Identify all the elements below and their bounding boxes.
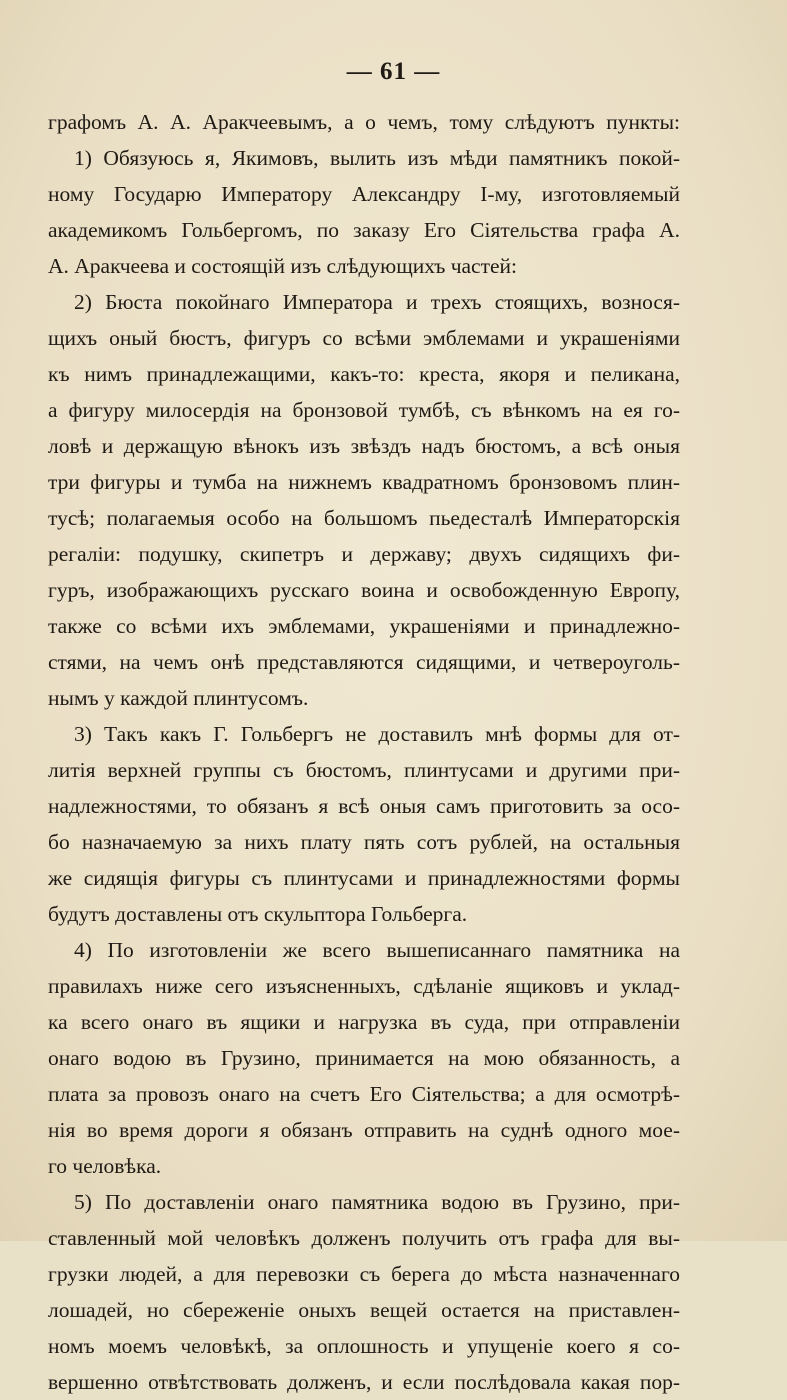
body-text — [48, 104, 680, 1400]
text-line: тусѣ; полагаемыя особо на большомъ пьедесталѣ Императорскія — [48, 506, 680, 530]
text-line: лошадей, но сбереженіе оныхъ вещей остается на приставлен- — [48, 1298, 680, 1322]
text-line: регаліи: подушку, скипетръ и державу; двухъ сидящихъ фи- — [48, 542, 680, 566]
text-line: правилахъ ниже сего изъясненныхъ, сдѣланіе ящиковъ и уклад- — [48, 974, 680, 998]
page-number: — 61 — — [346, 58, 441, 85]
text-line: 5) По доставленіи онаго памятника водою въ Грузино, при- — [74, 1190, 680, 1214]
text-line: графомъ А. А. Аракчеевымъ, а о чемъ, тому слѣдуютъ пункты: — [48, 110, 680, 134]
text-line: ка всего онаго въ ящики и нагрузка въ суда, при отправленіи — [48, 1010, 680, 1034]
text-line: 1) Обязуюсь я, Якимовъ, вылить изъ мѣди памятникъ покой- — [74, 146, 680, 170]
text-line: къ нимъ принадлежащими, какъ-то: креста, якоря и пеликана, — [48, 362, 680, 386]
text-line: номъ моемъ человѣкѣ, за оплошность и упущеніе коего я со- — [48, 1334, 680, 1358]
text-line: 2) Бюста покойнаго Императора и трехъ стоящихъ, вознося- — [74, 290, 680, 314]
text-line: 3) Такъ какъ Г. Гольбергъ не доставилъ мнѣ формы для от- — [74, 722, 680, 746]
text-line: нія во время дороги я обязанъ отправить на суднѣ одного мое- — [48, 1118, 680, 1142]
text-line: онаго водою въ Грузино, принимается на мою обязанность, а — [48, 1046, 680, 1070]
text-line: вершенно отвѣтствовать долженъ, и если послѣдовала какая пор- — [48, 1370, 680, 1394]
text-line: нымъ у каждой плинтусомъ. — [48, 686, 309, 710]
text-line: же сидящія фигуры съ плинтусами и принадлежностями формы — [48, 866, 680, 890]
text-line: гуръ, изображающихъ русскаго воина и освобожденную Европу, — [48, 578, 680, 602]
text-line: го человѣка. — [48, 1154, 162, 1178]
text-line: плата за провозъ онаго на счетъ Его Сіятельства; а для осмотрѣ- — [48, 1082, 680, 1106]
text-line: а фигуру милосердія на бронзовой тумбѣ, съ вѣнкомъ на ея го- — [48, 398, 680, 422]
text-line: три фигуры и тумба на нижнемъ квадратномъ бронзовомъ плин- — [48, 470, 680, 494]
text-line: щихъ оный бюстъ, фигуръ со всѣми эмблемами и украшеніями — [48, 326, 680, 350]
text-line: будутъ доставлены отъ скульптора Гольберга. — [48, 902, 468, 926]
text-line: ному Государю Императору Александру I-му, изготовляемый — [48, 182, 680, 206]
text-line: академикомъ Гольбергомъ, по заказу Его Сіятельства графа А. — [48, 218, 680, 242]
text-line: ставленный мой человѣкъ долженъ получить отъ графа для вы- — [48, 1226, 680, 1250]
text-line: также со всѣми ихъ эмблемами, украшеніями и принадлежно- — [48, 614, 680, 638]
text-line: литія верхней группы съ бюстомъ, плинтусами и другими при- — [48, 758, 680, 782]
text-line: грузки людей, а для перевозки съ берега до мѣста назначеннаго — [48, 1262, 680, 1286]
text-line: 4) По изготовленіи же всего вышеписаннаго памятника на — [74, 938, 680, 962]
text-line: А. Аракчеева и состоящій изъ слѣдующихъ частей: — [48, 254, 518, 278]
text-line: ловѣ и держащую вѣнокъ изъ звѣздъ надъ бюстомъ, а всѣ оныя — [48, 434, 680, 458]
text-line: бо назначаемую за нихъ плату пять сотъ рублей, на остальныя — [48, 830, 680, 854]
text-line: стями, на чемъ онѣ представляются сидящими, и четвероуголь- — [48, 650, 680, 674]
text-line: надлежностями, то обязанъ я всѣ оныя самъ приготовить за осо- — [48, 794, 680, 818]
